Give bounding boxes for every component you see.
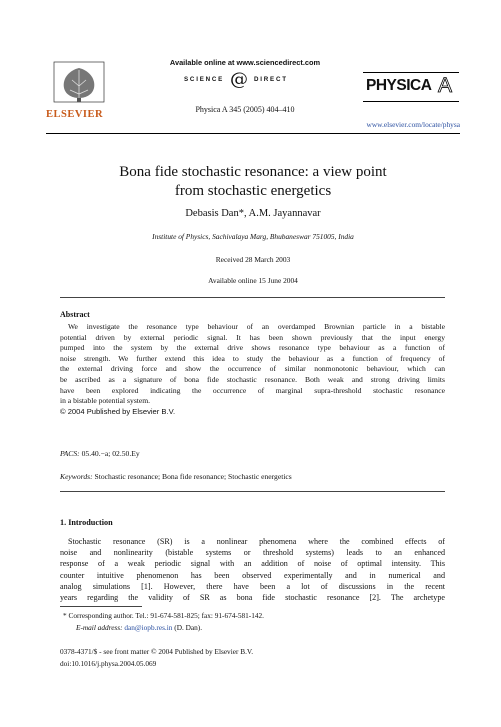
section-line: counter intuitive phenomenon has been observed experimentally and in numerical and xyxy=(60,570,445,580)
abstract-line: be ascribed as a signature of bona fide stochastic resonance. Both weak and strong driving limits xyxy=(60,374,445,384)
section-line: noise and nonlinearity (bistable systems or threshold systems) leads to an enhanced xyxy=(60,548,445,558)
email-label: E-mail address: xyxy=(76,623,123,632)
keywords-label: Keywords: xyxy=(60,472,93,481)
section-line: response of a weak periodic signal with an addition of noise of optimal intensity. This xyxy=(60,559,445,569)
section-body xyxy=(60,536,445,603)
keywords-value: Stochastic resonance; Bona fide resonance; Stochastic energetics xyxy=(94,472,292,481)
sciencedirect-logo xyxy=(172,69,312,96)
email-suffix: (D. Dan). xyxy=(174,623,203,632)
abstract-body xyxy=(60,322,445,417)
footnote-rule xyxy=(60,606,142,607)
abstract-heading: Abstract xyxy=(60,310,90,319)
pacs-label: PACS: xyxy=(60,449,80,458)
section-line: analog simulations [1]. However, there have been a lot of discussions in the recent xyxy=(60,581,445,591)
abstract-top-rule xyxy=(60,297,445,298)
sciencedirect-logo-left: SCIENCE xyxy=(184,76,225,83)
pacs-line xyxy=(60,449,140,458)
footnote-corresponding: * Corresponding author. Tel.: 91-674-581-825; fax: 91-674-581-142. xyxy=(63,611,265,620)
abstract-line: in a bistable potential system. xyxy=(60,396,151,406)
article-available-date: Available online 15 June 2004 xyxy=(208,276,298,285)
keywords-line xyxy=(60,472,292,481)
journal-logo xyxy=(363,72,459,102)
email-link[interactable]: dan@iopb.res.in xyxy=(124,623,173,632)
journal-url-link[interactable]: www.elsevier.com/locate/physa xyxy=(366,120,460,129)
doi-line: doi:10.1016/j.physa.2004.05.069 xyxy=(60,659,157,668)
section-line: Stochastic resonance (SR) is a nonlinear phenomena where the combined effects of xyxy=(68,537,445,546)
article-affiliation: Institute of Physics, Sachivalaya Marg, Bhubaneswar 751005, India xyxy=(152,232,354,241)
journal-citation: Physica A 345 (2005) 404–410 xyxy=(195,105,295,114)
section-line: years regarding the validity of SR as bona fide stochastic resonance [2]. The archetype xyxy=(60,593,445,603)
sciencedirect-logo-right: DIRECT xyxy=(254,76,288,83)
abstract-line: noise strength. We further extend this idea to study the behaviour as a function of frequency of xyxy=(60,353,445,363)
abstract-line: potential driven by external periodic signal. It has been shown previously that the input energy xyxy=(60,332,445,342)
article-title-line1: Bona fide stochastic resonance: a view point xyxy=(119,164,387,180)
publisher-name: ELSEVIER xyxy=(46,109,104,120)
article-received-date: Received 28 March 2003 xyxy=(215,255,291,264)
abstract-line: pumped into the system by the external drive shows resonance type behaviour as a function of xyxy=(60,343,445,353)
abstract-line: have been explored indicating the occurrence of marginal supra-threshold stochastic resonance xyxy=(60,385,445,395)
available-online-text: Available online at www.sciencedirect.com xyxy=(169,58,321,67)
journal-logo-letter: A xyxy=(438,74,453,97)
section-heading: 1. Introduction xyxy=(60,518,113,527)
header-rule xyxy=(46,133,460,134)
article-title-line2: from stochastic energetics xyxy=(174,183,332,199)
abstract-bottom-rule xyxy=(60,491,445,492)
journal-logo-text: PHYSICA xyxy=(366,77,432,94)
abstract-line: the external driving force and show the occurrence of similar nonmonotonic behaviour, which can xyxy=(60,364,445,374)
sciencedirect-at-icon: @ xyxy=(230,69,248,90)
front-matter-line: 0378-4371/$ - see front matter © 2004 Published by Elsevier B.V. xyxy=(60,647,254,656)
abstract-line: We investigate the resonance type behaviour of an overdamped Brownian particle in a bistable xyxy=(68,322,445,331)
pacs-value: 05.40.−a; 02.50.Ey xyxy=(81,449,140,458)
abstract-copyright: © 2004 Published by Elsevier B.V. xyxy=(60,406,176,416)
footnote-email-line xyxy=(76,623,202,632)
article-authors: Debasis Dan*, A.M. Jayannavar xyxy=(185,208,321,219)
